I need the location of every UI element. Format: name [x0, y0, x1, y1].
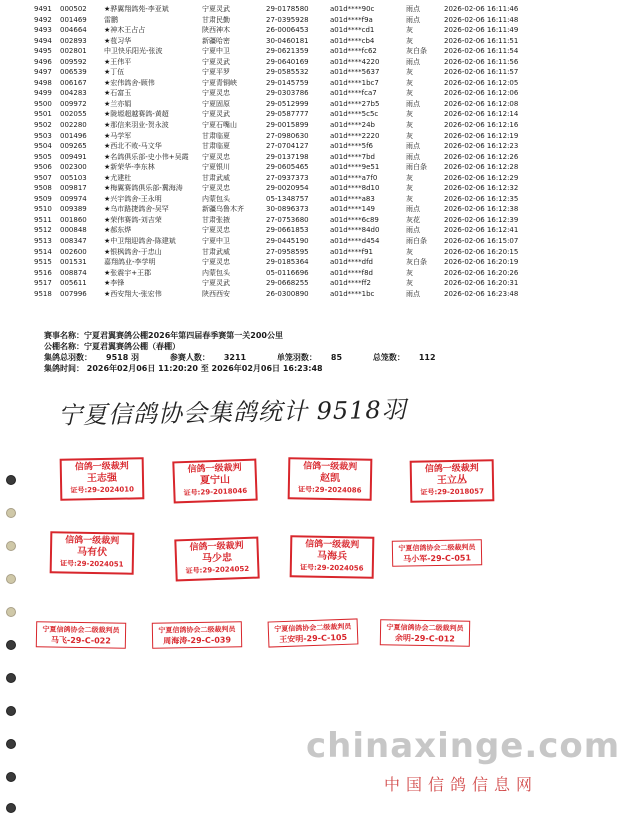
- cell-hash: a01d****5f6: [330, 142, 374, 151]
- cell-name: ★郝东烨: [104, 226, 132, 235]
- table-row: [34, 268, 574, 279]
- cell-name: 嘉翔鸽业-李学明: [104, 258, 156, 267]
- cell-chip: 27-0958595: [266, 247, 309, 256]
- referee-stamp: 信鸽一级裁判 马有伏 证号:29-2024051: [50, 531, 135, 574]
- cell-chip: 29-0668255: [266, 279, 309, 288]
- binder-hole: [6, 640, 16, 650]
- cell-hash: a01d****5637: [330, 68, 380, 77]
- binder-hole: [6, 772, 16, 782]
- cell-color: 灰: [406, 279, 413, 288]
- cell-time: 2026-02-06 16:12:28: [444, 163, 519, 172]
- cell-hash: a01d****1bc7: [330, 78, 379, 87]
- cell-ring: 002600: [60, 247, 87, 256]
- cell-color: 灰: [406, 247, 413, 256]
- referee-stamp: 信鸽一级裁判 夏宁山 证号:29-2018046: [172, 459, 257, 504]
- cell-time: 2026-02-06 16:12:06: [444, 89, 519, 98]
- referee-stamp: 信鸽一级裁判 王立丛 证号:29-2018057: [410, 459, 495, 502]
- referee-stamp: 信鸽一级裁判 马少忠 证号:29-2024052: [174, 537, 259, 582]
- referee-stamp-small: 宁夏信鸽协会二级裁判员 余明-29-C-012: [380, 619, 470, 647]
- cell-time: 2026-02-06 16:12:05: [444, 78, 519, 87]
- cell-time: 2026-02-06 16:20:31: [444, 279, 519, 288]
- cell-hash: a01d****2220: [330, 131, 380, 140]
- cell-region: 宁夏中卫: [202, 237, 230, 246]
- cell-color: 灰: [406, 268, 413, 277]
- cell-color: 灰: [406, 89, 413, 98]
- table-row: [34, 120, 574, 131]
- cell-name: ★那信来羽业-贺永波: [104, 121, 169, 130]
- handwritten-note: 宁夏信鸽协会集鸽统计 9518羽: [57, 395, 407, 430]
- table-row: [34, 173, 574, 184]
- cell-chip: 30-0896373: [266, 205, 309, 214]
- cell-chip: 29-0585532: [266, 68, 309, 77]
- cell-rank: 9513: [34, 237, 52, 246]
- cell-chip: 26-0300890: [266, 289, 309, 298]
- cell-ring: 002801: [60, 47, 87, 56]
- referee-stamp: 信鸽一级裁判 赵凯 证号:29-2024086: [288, 457, 373, 500]
- cell-region: 陕西西安: [202, 289, 230, 298]
- cell-name: ★骅翼翔鸽苑-李亚斌: [104, 5, 169, 13]
- cell-time: 2026-02-06 16:11:48: [444, 15, 519, 24]
- loft-name: 公棚名称：宁夏君翼赛鸽公棚（春棚）: [44, 342, 180, 351]
- cell-hash: a01d****8d10: [330, 184, 380, 193]
- cell-name: ★李锋: [104, 279, 125, 288]
- cell-rank: 9494: [34, 36, 52, 45]
- cell-hash: a01d****90c: [330, 5, 375, 13]
- binder-hole: [6, 574, 16, 584]
- cell-rank: 9504: [34, 142, 52, 151]
- cell-region: 甘肃临夏: [202, 131, 230, 140]
- cell-region: 甘肃民勤: [202, 15, 230, 24]
- cell-name: 中卫快乐阳光-张波: [104, 47, 163, 56]
- cell-name: ★梅翼赛鸽俱乐部-冀海涛: [104, 184, 183, 193]
- cell-color: 灰: [406, 131, 413, 140]
- cell-time: 2026-02-06 16:12:23: [444, 142, 519, 151]
- binder-hole: [6, 706, 16, 716]
- cell-name: ★中卫翔迎鸽舍-陈建斌: [104, 237, 176, 246]
- cell-rank: 9509: [34, 194, 52, 203]
- cell-chip: 29-0621359: [266, 47, 309, 56]
- cell-region: 宁夏青铜峡: [202, 78, 237, 87]
- cell-color: 雨点: [406, 142, 420, 151]
- cell-ring: 009592: [60, 57, 87, 66]
- cell-rank: 9496: [34, 57, 52, 66]
- cell-hash: a01d****5c5c: [330, 110, 379, 119]
- table-row: [34, 36, 574, 47]
- cell-chip: 29-0445190: [266, 237, 309, 246]
- cell-ring: 009389: [60, 205, 87, 214]
- cell-hash: a01d****1bc: [330, 289, 375, 298]
- table-row: [34, 215, 574, 226]
- cell-color: 灰: [406, 173, 413, 182]
- binder-hole: [6, 607, 16, 617]
- cell-chip: 27-0937373: [266, 173, 309, 182]
- cell-name: ★名鸽俱乐部-史小伟+吴霞: [104, 152, 189, 161]
- cell-region: 宁夏银川: [202, 163, 230, 172]
- cell-region: 新疆乌鲁木齐: [202, 205, 244, 214]
- cell-time: 2026-02-06 16:12:08: [444, 99, 519, 108]
- cell-time: 2026-02-06 16:20:26: [444, 268, 519, 277]
- table-row: [34, 289, 574, 300]
- table-row: [34, 225, 574, 236]
- binder-hole: [6, 508, 16, 518]
- single-stat: 单笼羽数： 85: [276, 353, 343, 362]
- cell-hash: a01d****149: [330, 205, 376, 214]
- cell-hash: a01d****a83: [330, 194, 375, 203]
- cell-chip: 29-0303786: [266, 89, 309, 98]
- cell-rank: 9495: [34, 47, 52, 56]
- cell-chip: 05-1348757: [266, 194, 309, 203]
- cell-color: 雨点: [406, 152, 420, 161]
- cell-rank: 9518: [34, 289, 52, 298]
- cell-rank: 9514: [34, 247, 52, 256]
- referee-stamp-small: 宁夏信鸽协会二级裁判员 马飞-29-C-022: [36, 621, 126, 649]
- cell-hash: a01d****f91: [330, 247, 374, 256]
- table-row: [34, 4, 574, 15]
- cell-time: 2026-02-06 16:11:54: [444, 47, 519, 56]
- cell-time: 2026-02-06 16:20:15: [444, 247, 519, 256]
- cell-ring: 009974: [60, 194, 87, 203]
- table-row: [34, 236, 574, 247]
- cell-region: 新疆哈密: [202, 36, 230, 45]
- cell-color: 灰白条: [406, 258, 427, 267]
- cell-color: 灰: [406, 110, 413, 119]
- cell-name: ★尤建杜: [104, 173, 132, 182]
- cell-hash: a01d****d454: [330, 237, 380, 246]
- cell-ring: 001531: [60, 258, 87, 267]
- cell-ring: 006539: [60, 68, 87, 77]
- table-row: [34, 88, 574, 99]
- cell-time: 2026-02-06 16:23:48: [444, 289, 519, 298]
- cell-ring: 009491: [60, 152, 87, 161]
- table-row: [34, 152, 574, 163]
- cell-name: ★陇塬超越赛鸽-黄超: [104, 110, 169, 119]
- cell-name: ★张震宇+王郡: [104, 268, 152, 277]
- cell-rank: 9512: [34, 226, 52, 235]
- cell-region: 内蒙包头: [202, 268, 230, 277]
- points-stat: 总笼数： 112: [372, 353, 436, 362]
- cell-chip: 29-0137198: [266, 152, 309, 161]
- cell-color: 灰: [406, 121, 413, 130]
- cell-rank: 9511: [34, 215, 52, 224]
- cell-time: 2026-02-06 16:12:14: [444, 110, 519, 119]
- cell-rank: 9507: [34, 173, 52, 182]
- cell-rank: 9497: [34, 68, 52, 77]
- table-row: [34, 57, 574, 68]
- table-row: [34, 67, 574, 78]
- cell-ring: 000502: [60, 5, 87, 13]
- cell-ring: 004283: [60, 89, 87, 98]
- cell-color: 灰: [406, 26, 413, 35]
- cell-name: ★宏伟鸽舍-顾伟: [104, 78, 155, 87]
- cell-rank: 9510: [34, 205, 52, 214]
- cell-time: 2026-02-06 16:12:41: [444, 226, 519, 235]
- table-row: [34, 278, 574, 289]
- cell-ring: 001860: [60, 215, 87, 224]
- cell-name: ★荣伟赛鸽-刘吉荣: [104, 215, 162, 224]
- cell-ring: 001496: [60, 131, 87, 140]
- cell-hash: a01d****9e51: [330, 163, 380, 172]
- cell-color: 雨点: [406, 99, 420, 108]
- cell-chip: 29-0185364: [266, 258, 309, 267]
- cell-name: ★新荣华-李东林: [104, 163, 155, 172]
- cell-ring: 009817: [60, 184, 87, 193]
- table-row: [34, 204, 574, 215]
- cell-chip: 27-0980630: [266, 131, 309, 140]
- cell-color: 灰: [406, 194, 413, 203]
- cell-chip: 29-0145759: [266, 78, 309, 87]
- binder-hole: [6, 739, 16, 749]
- table-row: [34, 183, 574, 194]
- cell-region: 宁夏灵忠: [202, 152, 230, 161]
- cell-rank: 9500: [34, 99, 52, 108]
- cell-name: ★石富玉: [104, 89, 132, 98]
- cell-name: ★神木王占占: [104, 26, 146, 35]
- cell-hash: a01d****cd1: [330, 26, 375, 35]
- cell-color: 雨白条: [406, 163, 427, 172]
- cell-hash: a01d****24b: [330, 121, 375, 130]
- cell-rank: 9506: [34, 163, 52, 172]
- cell-hash: a01d****6c89: [330, 215, 379, 224]
- cell-hash: a01d****dfd: [330, 258, 373, 267]
- table-row: [34, 131, 574, 142]
- cell-time: 2026-02-06 16:11:56: [444, 57, 519, 66]
- binder-hole: [6, 475, 16, 485]
- cell-ring: 002280: [60, 121, 87, 130]
- cell-region: 宁夏平罗: [202, 68, 230, 77]
- table-row: [34, 162, 574, 173]
- table-row: [34, 109, 574, 120]
- cell-name: ★兴宇鸽舍-王永明: [104, 194, 162, 203]
- cell-region: 甘肃临夏: [202, 142, 230, 151]
- cell-rank: 9498: [34, 78, 52, 87]
- referee-stamp-small: 宁夏信鸽协会二级裁判员 马小军-29-C-051: [392, 539, 482, 567]
- cell-chip: 29-0015899: [266, 121, 309, 130]
- cell-ring: 005103: [60, 173, 87, 182]
- cell-chip: 29-0661853: [266, 226, 309, 235]
- cell-ring: 002300: [60, 163, 87, 172]
- cell-region: 内蒙包头: [202, 194, 230, 203]
- cell-name: ★王伟平: [104, 57, 132, 66]
- cell-color: 雨白条: [406, 237, 427, 246]
- cell-time: 2026-02-06 16:11:49: [444, 26, 519, 35]
- cell-chip: 05-0116696: [266, 268, 309, 277]
- cell-region: 宁夏灵武: [202, 5, 230, 13]
- cell-time: 2026-02-06 16:15:07: [444, 237, 519, 246]
- cell-chip: 29-0587777: [266, 110, 309, 119]
- binder-hole: [6, 541, 16, 551]
- cell-chip: 30-0460181: [266, 36, 309, 45]
- cell-hash: a01d****4220: [330, 57, 380, 66]
- cell-color: 雨点: [406, 226, 420, 235]
- cell-region: 甘肃张掖: [202, 215, 230, 224]
- cell-color: 灰: [406, 68, 413, 77]
- cell-region: 宁夏石嘴山: [202, 121, 237, 130]
- cell-name: ★西北不败-马文华: [104, 142, 162, 151]
- cell-region: 陕西神木: [202, 26, 230, 35]
- cell-rank: 9516: [34, 268, 52, 277]
- cell-color: 灰花: [406, 215, 420, 224]
- cell-region: 宁夏灵武: [202, 279, 230, 288]
- race-stats: [44, 352, 544, 363]
- cell-region: 宁夏灵忠: [202, 258, 230, 267]
- cell-ring: 004664: [60, 26, 87, 35]
- cell-time: 2026-02-06 16:12:26: [444, 152, 519, 161]
- cell-time: 2026-02-06 16:12:29: [444, 173, 519, 182]
- cell-hash: a01d****fca7: [330, 89, 377, 98]
- cell-chip: 29-0605465: [266, 163, 309, 172]
- cell-region: 甘肃武威: [202, 247, 230, 256]
- cell-name: ★马学军: [104, 131, 132, 140]
- cell-color: 雨点: [406, 15, 420, 24]
- cell-time: 2026-02-06 16:12:16: [444, 121, 519, 130]
- cell-rank: 9493: [34, 26, 52, 35]
- cell-name: 雷鹏: [104, 15, 118, 24]
- cell-rank: 9505: [34, 152, 52, 161]
- cell-chip: 29-0178580: [266, 5, 309, 13]
- cell-name: ★西安翔大-张宏伟: [104, 289, 162, 298]
- cell-name: ★丁伍: [104, 68, 125, 77]
- cell-ring: 005611: [60, 279, 87, 288]
- cell-ring: 002893: [60, 36, 87, 45]
- cell-ring: 008874: [60, 268, 87, 277]
- cell-ring: 008347: [60, 237, 87, 246]
- cell-ring: 006167: [60, 78, 87, 87]
- cell-color: 灰: [406, 36, 413, 45]
- cell-region: 宁夏固原: [202, 99, 230, 108]
- cell-color: 灰白条: [406, 47, 427, 56]
- cell-time: 2026-02-06 16:12:32: [444, 184, 519, 193]
- referee-stamp: 信鸽一级裁判 王志强 证号:29-2024010: [60, 457, 145, 500]
- cell-hash: a01d****84d0: [330, 226, 380, 235]
- referee-stamp-small: 宁夏信鸽协会二级裁判员 王安明-29-C-105: [268, 618, 359, 647]
- cell-chip: 29-0640169: [266, 57, 309, 66]
- cell-chip: 27-0753680: [266, 215, 309, 224]
- table-row: [34, 99, 574, 110]
- entrants-stat: 参赛人数： 3211: [169, 353, 247, 362]
- cell-ring: 009265: [60, 142, 87, 151]
- cell-ring: 009972: [60, 99, 87, 108]
- binder-hole: [6, 673, 16, 683]
- referee-stamp: 信鸽一级裁判 马海兵 证号:29-2024056: [290, 535, 375, 578]
- cell-time: 2026-02-06 16:11:57: [444, 68, 519, 77]
- table-row: [34, 78, 574, 89]
- cell-name: ★兰亦娟: [104, 99, 132, 108]
- cell-region: 宁夏灵忠: [202, 226, 230, 235]
- cell-time: 2026-02-06 16:12:39: [444, 215, 519, 224]
- cell-region: 宁夏中卫: [202, 47, 230, 56]
- cell-color: 雨点: [406, 57, 420, 66]
- cell-ring: 001469: [60, 15, 87, 24]
- table-row: [34, 46, 574, 57]
- collection-time: 集鸽时间： 2026年02月06日 11:20:20 至 2026年02月06日 16:23:48: [44, 364, 323, 373]
- binder-hole: [6, 803, 16, 813]
- race-info: [44, 330, 544, 374]
- cell-time: 2026-02-06 16:12:38: [444, 205, 519, 214]
- cell-time: 2026-02-06 16:20:19: [444, 258, 519, 267]
- cell-color: 灰: [406, 78, 413, 87]
- cell-ring: 000848: [60, 226, 87, 235]
- table-row: [34, 194, 574, 205]
- watermark-site: 中国信鸽信息网: [384, 775, 539, 794]
- cell-rank: 9491: [34, 5, 52, 13]
- cell-color: 雨点: [406, 5, 420, 13]
- cell-ring: 007996: [60, 289, 87, 298]
- cell-chip: 27-0395928: [266, 15, 309, 24]
- cell-rank: 9508: [34, 184, 52, 193]
- cell-region: 宁夏灵忠: [202, 89, 230, 98]
- table-row: [34, 25, 574, 36]
- cell-hash: a01d****fc62: [330, 47, 377, 56]
- cell-region: 宁夏灵武: [202, 110, 230, 119]
- cell-rank: 9499: [34, 89, 52, 98]
- cell-hash: a01d****27b5: [330, 99, 380, 108]
- cell-rank: 9501: [34, 110, 52, 119]
- cell-hash: a01d****a7f0: [330, 173, 378, 182]
- table-row: [34, 247, 574, 258]
- cell-name: ★苞习华: [104, 36, 132, 45]
- cell-hash: a01d****f9a: [330, 15, 373, 24]
- referee-stamp-small: 宁夏信鸽协会二级裁判员 周海涛-29-C-039: [152, 621, 242, 649]
- cell-hash: a01d****f8d: [330, 268, 374, 277]
- cell-name: ★乌市路捷鸽舍-吴罕: [104, 205, 169, 214]
- cell-rank: 9517: [34, 279, 52, 288]
- race-name: 赛事名称：宁夏君翼赛鸽公棚2026年第四届春季赛第一关200公里: [44, 331, 283, 340]
- cell-chip: 29-0512999: [266, 99, 309, 108]
- cell-hash: a01d****7bd: [330, 152, 375, 161]
- cell-region: 宁夏灵忠: [202, 184, 230, 193]
- cell-rank: 9515: [34, 258, 52, 267]
- total-stat: 集鸽总羽数： 9518 羽: [44, 353, 140, 362]
- cell-chip: 27-0704127: [266, 142, 309, 151]
- cell-rank: 9492: [34, 15, 52, 24]
- cell-time: 2026-02-06 16:12:19: [444, 131, 519, 140]
- cell-chip: 26-0006453: [266, 26, 309, 35]
- cell-color: 灰: [406, 184, 413, 193]
- cell-hash: a01d****cb4: [330, 36, 375, 45]
- cell-color: 雨点: [406, 289, 420, 298]
- cell-rank: 9502: [34, 121, 52, 130]
- cell-time: 2026-02-06 16:11:46: [444, 5, 519, 13]
- results-list: [34, 4, 574, 299]
- cell-region: 甘肃武威: [202, 173, 230, 182]
- cell-ring: 002055: [60, 110, 87, 119]
- table-row: [34, 141, 574, 152]
- cell-name: ★银枫鸽舍-于忠山: [104, 247, 162, 256]
- cell-color: 雨点: [406, 205, 420, 214]
- table-row: [34, 257, 574, 268]
- cell-time: 2026-02-06 16:11:51: [444, 36, 519, 45]
- watermark-domain: chinaxinge.com: [306, 726, 620, 766]
- table-row: [34, 15, 574, 26]
- cell-chip: 29-0020954: [266, 184, 309, 193]
- cell-region: 宁夏灵武: [202, 57, 230, 66]
- cell-rank: 9503: [34, 131, 52, 140]
- cell-time: 2026-02-06 16:12:35: [444, 194, 519, 203]
- cell-hash: a01d****ff2: [330, 279, 371, 288]
